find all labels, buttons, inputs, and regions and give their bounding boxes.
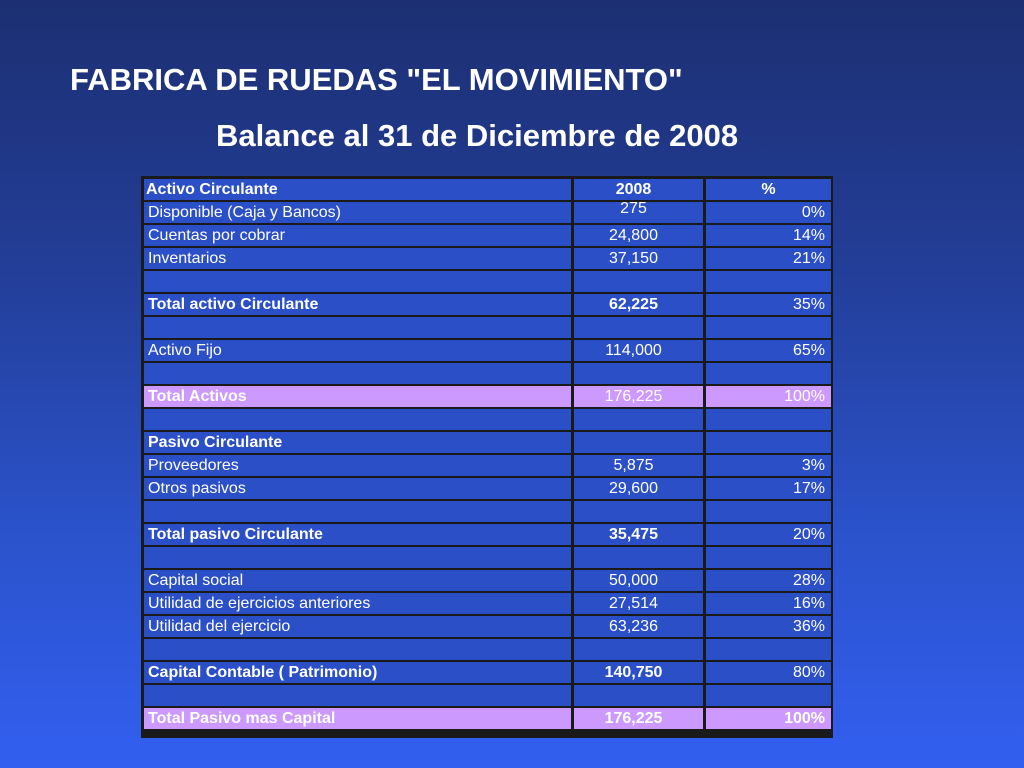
row-label — [144, 501, 574, 524]
row-percent: 35% — [706, 294, 831, 317]
row-value — [574, 547, 706, 570]
row-value — [574, 317, 706, 340]
row-label: Otros pasivos — [144, 478, 574, 501]
table-row-empty — [144, 271, 831, 294]
row-value — [574, 432, 706, 455]
row-label — [144, 271, 574, 294]
row-value — [574, 271, 706, 294]
row-percent: 28% — [706, 570, 831, 593]
row-percent — [706, 547, 831, 570]
row-percent — [706, 432, 831, 455]
row-value: 176,225 — [574, 708, 706, 731]
row-value: 62,225 — [574, 294, 706, 317]
table-row — [144, 455, 831, 478]
row-label — [144, 685, 574, 708]
row-percent: 100% — [706, 386, 831, 409]
row-percent: 80% — [706, 662, 831, 685]
row-percent: 65% — [706, 340, 831, 363]
row-label — [144, 409, 574, 432]
row-percent — [706, 363, 831, 386]
row-label: Total pasivo Circulante — [144, 524, 574, 547]
row-value: 140,750 — [574, 662, 706, 685]
header-percent: % — [706, 179, 831, 202]
table-row-empty — [144, 685, 831, 708]
table-row-empty — [144, 501, 831, 524]
row-value — [574, 685, 706, 708]
row-label: Proveedores — [144, 455, 574, 478]
table-row-section-heading — [144, 432, 831, 455]
row-percent: 16% — [706, 593, 831, 616]
row-label: Inventarios — [144, 248, 574, 271]
row-percent: 20% — [706, 524, 831, 547]
row-percent — [706, 409, 831, 432]
row-value: 24,800 — [574, 225, 706, 248]
row-percent — [706, 317, 831, 340]
slide-title: FABRICA DE RUEDAS "EL MOVIMIENTO" — [70, 62, 683, 97]
row-percent — [706, 501, 831, 524]
row-label — [144, 363, 574, 386]
header-year: 2008 — [574, 179, 706, 202]
table-row — [144, 593, 831, 616]
row-percent: 14% — [706, 225, 831, 248]
balance-table-container — [141, 176, 833, 738]
table-header-row — [144, 179, 831, 202]
table-row-total-highlight — [144, 386, 831, 409]
table-row-empty — [144, 363, 831, 386]
row-label: Utilidad del ejercicio — [144, 616, 574, 639]
row-label: Capital Contable ( Patrimonio) — [144, 662, 574, 685]
table-row-empty — [144, 639, 831, 662]
row-percent: 0% — [706, 202, 831, 225]
row-percent: 21% — [706, 248, 831, 271]
row-label: Total Pasivo mas Capital — [144, 708, 574, 731]
row-value — [574, 363, 706, 386]
table-row — [144, 616, 831, 639]
table-row-total — [144, 294, 831, 317]
row-label: Utilidad de ejercicios anteriores — [144, 593, 574, 616]
row-value — [574, 409, 706, 432]
table-row — [144, 248, 831, 271]
row-value: 27,514 — [574, 593, 706, 616]
row-value: 176,225 — [574, 386, 706, 409]
table-row-total — [144, 662, 831, 685]
row-percent — [706, 685, 831, 708]
row-label: Cuentas por cobrar — [144, 225, 574, 248]
row-value: 29,600 — [574, 478, 706, 501]
table-row — [144, 202, 831, 225]
row-label: Pasivo Circulante — [144, 432, 574, 455]
balance-table — [144, 179, 831, 731]
row-percent — [706, 639, 831, 662]
row-percent: 100% — [706, 708, 831, 731]
row-label: Activo Fijo — [144, 340, 574, 363]
table-row-empty — [144, 317, 831, 340]
row-value: 275 — [574, 202, 706, 225]
row-label — [144, 547, 574, 570]
table-row — [144, 340, 831, 363]
table-row-total — [144, 524, 831, 547]
row-value: 63,236 — [574, 616, 706, 639]
row-label: Capital social — [144, 570, 574, 593]
table-row — [144, 225, 831, 248]
row-percent — [706, 271, 831, 294]
row-value: 35,475 — [574, 524, 706, 547]
table-row-empty — [144, 547, 831, 570]
row-value: 50,000 — [574, 570, 706, 593]
row-value — [574, 501, 706, 524]
row-label — [144, 639, 574, 662]
row-label: Disponible (Caja y Bancos) — [144, 202, 574, 225]
row-value: 5,875 — [574, 455, 706, 478]
row-percent: 17% — [706, 478, 831, 501]
table-row — [144, 478, 831, 501]
row-value — [574, 639, 706, 662]
table-row — [144, 570, 831, 593]
header-label: Activo Circulante — [144, 179, 574, 202]
slide-subtitle: Balance al 31 de Diciembre de 2008 — [216, 118, 739, 153]
row-label — [144, 317, 574, 340]
table-row-empty — [144, 409, 831, 432]
row-label: Total Activos — [144, 386, 574, 409]
row-value: 114,000 — [574, 340, 706, 363]
row-value: 37,150 — [574, 248, 706, 271]
row-label: Total activo Circulante — [144, 294, 574, 317]
table-row-grand-total — [144, 708, 831, 731]
row-percent: 3% — [706, 455, 831, 478]
row-percent: 36% — [706, 616, 831, 639]
